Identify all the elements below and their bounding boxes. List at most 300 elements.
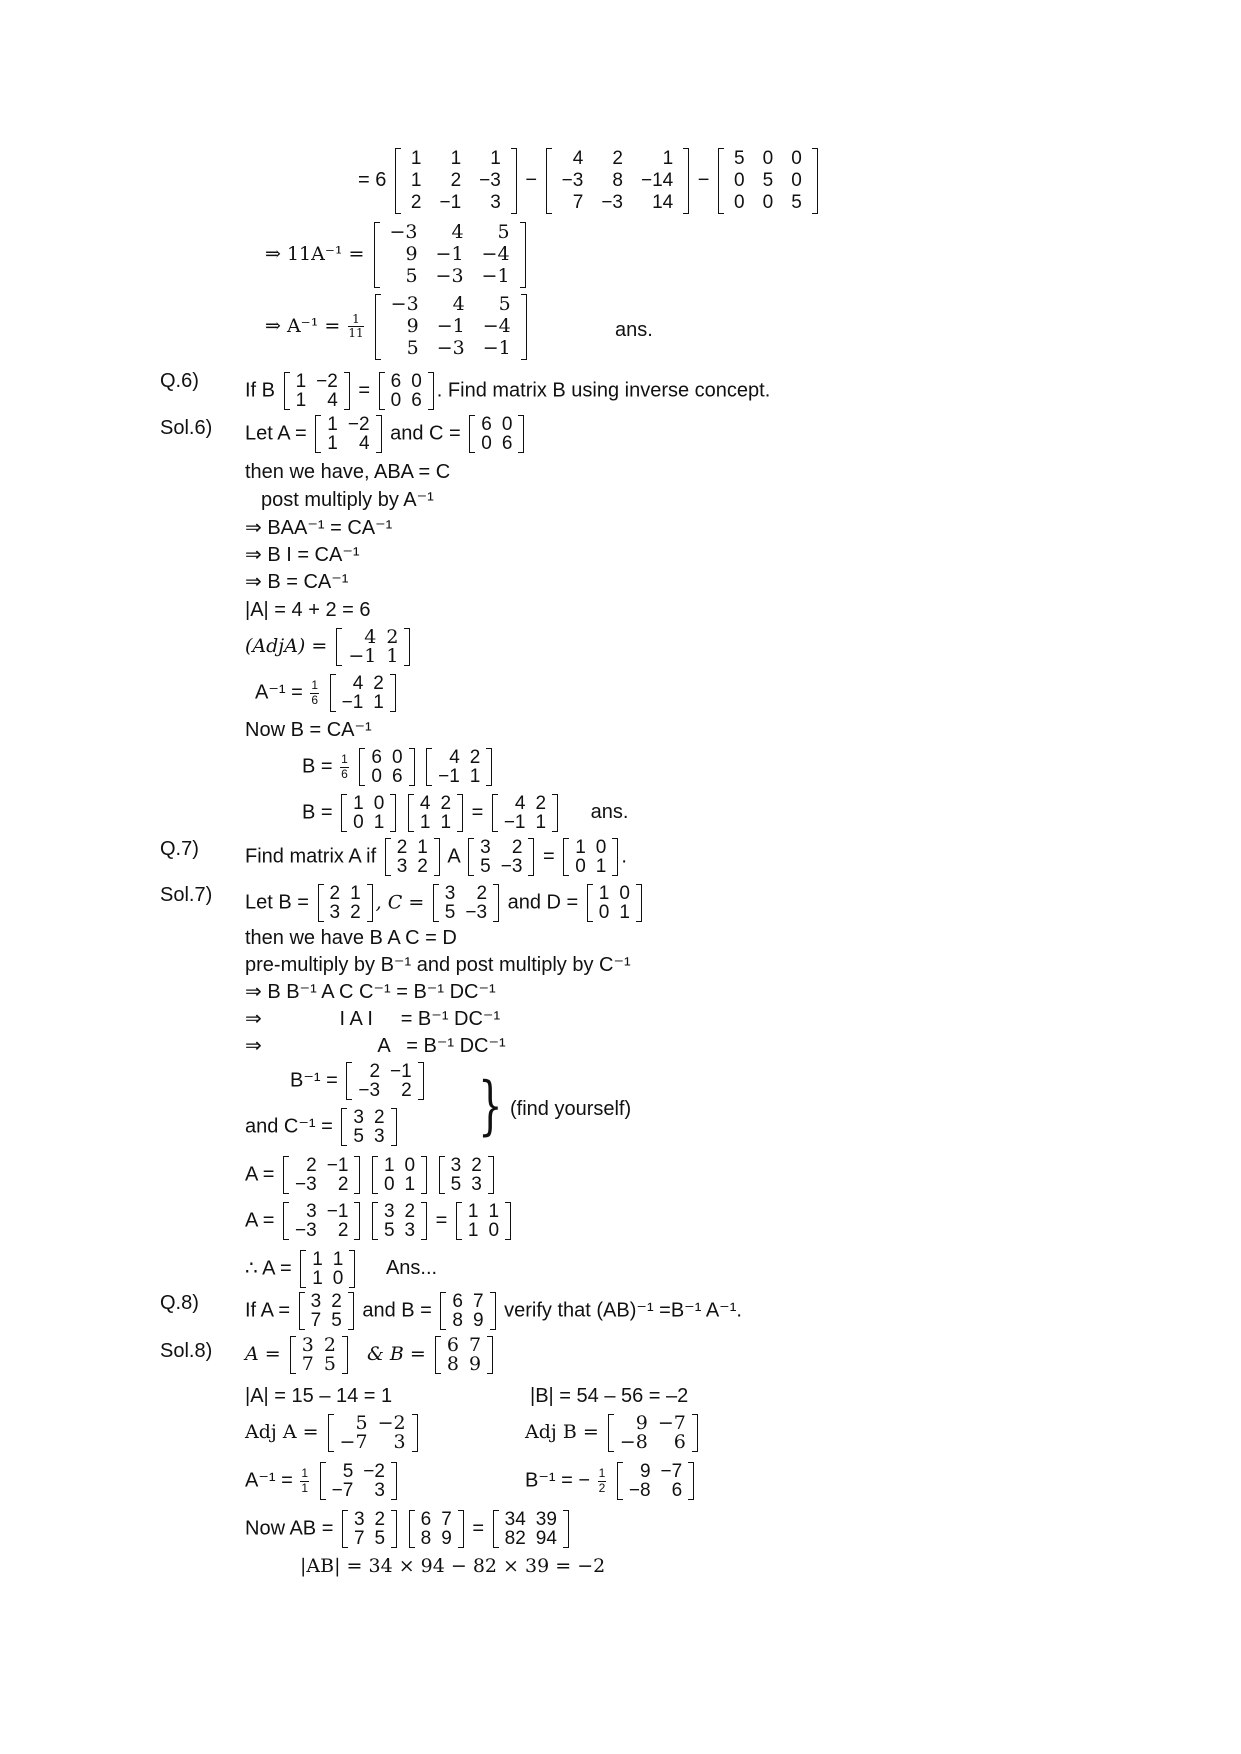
det-ab: |AB| = 34 × 94 − 82 × 39 = −2 bbox=[300, 1555, 606, 1577]
text: A⁻¹ = bbox=[255, 681, 303, 704]
text: and C = bbox=[390, 422, 461, 445]
matrix-cell: −3 bbox=[389, 221, 418, 243]
text: = bbox=[358, 379, 371, 402]
matrix bbox=[608, 1414, 698, 1452]
solution-label: Sol.8) bbox=[160, 1340, 213, 1362]
matrix-cell: 0 bbox=[791, 148, 802, 169]
matrix-cell: 5 bbox=[331, 1310, 342, 1331]
matrix-cell: 6 bbox=[481, 414, 492, 435]
matrix-row bbox=[433, 767, 485, 786]
matrix-cell: 1 bbox=[440, 812, 452, 833]
matrix-cell: 3 bbox=[374, 1480, 385, 1501]
matrix-row bbox=[382, 316, 520, 338]
matrix-body bbox=[415, 794, 456, 832]
b-inverse-line bbox=[525, 1462, 697, 1500]
text: A = bbox=[245, 1209, 275, 1232]
text: A = bbox=[245, 1163, 275, 1186]
matrix-row bbox=[379, 1175, 420, 1194]
matrix-cell: 1 bbox=[353, 793, 364, 814]
matrix-cell: 6 bbox=[671, 1480, 683, 1501]
matrix-body bbox=[615, 1414, 691, 1452]
matrix-row bbox=[476, 434, 517, 453]
matrix-cell: 1 bbox=[295, 371, 307, 392]
matrix-row bbox=[348, 1127, 389, 1146]
matrix bbox=[328, 1414, 418, 1452]
matrix-body bbox=[379, 1202, 420, 1240]
matrix-row bbox=[402, 148, 510, 170]
matrix-body bbox=[499, 794, 551, 832]
matrix-row bbox=[476, 415, 517, 434]
matrix-body bbox=[381, 222, 519, 288]
matrix-cell: 0 bbox=[383, 1174, 395, 1195]
matrix-cell: 4 bbox=[364, 626, 377, 648]
matrix-cell: 2 bbox=[323, 1334, 336, 1356]
matrix-cell: 7 bbox=[572, 191, 584, 213]
eq-line-3 bbox=[265, 294, 530, 360]
text: . Find matrix B using inverse concept. bbox=[436, 379, 771, 402]
text: and C⁻¹ = bbox=[245, 1115, 333, 1138]
matrix-cell: 0 bbox=[391, 747, 403, 768]
matrix-cell: 2 bbox=[471, 1155, 482, 1176]
matrix bbox=[372, 1202, 427, 1240]
matrix-row bbox=[463, 1202, 504, 1221]
matrix-body bbox=[386, 372, 427, 410]
matrix bbox=[283, 1202, 360, 1240]
inverse-line bbox=[255, 674, 399, 712]
matrix bbox=[440, 1292, 495, 1330]
matrix-cell: 0 bbox=[373, 793, 385, 814]
eq-lhs: ⇒ 11A⁻¹ = bbox=[265, 242, 365, 265]
solution-label: Sol.7) bbox=[160, 884, 213, 906]
matrix-row bbox=[570, 838, 611, 857]
matrix-body bbox=[297, 1336, 341, 1374]
matrix-cell: 1 bbox=[595, 856, 607, 877]
text: A = bbox=[245, 1343, 281, 1365]
sol-line: ⇒ A = B⁻¹ DC⁻¹ bbox=[245, 1035, 506, 1057]
matrix-cell: −3 bbox=[561, 169, 584, 191]
matrix-row bbox=[349, 1510, 390, 1529]
matrix-row bbox=[381, 266, 519, 288]
matrix-cell: 5 bbox=[353, 1126, 364, 1147]
matrix-cell: 7 bbox=[468, 1334, 482, 1356]
binv-line bbox=[290, 1062, 427, 1100]
matrix-row bbox=[322, 434, 374, 453]
matrix-row bbox=[475, 838, 527, 857]
matrix-cell: 2 bbox=[450, 169, 462, 191]
matrix-cell: 9 bbox=[405, 242, 418, 265]
matrix-body bbox=[447, 1292, 488, 1330]
curly-brace-icon: } bbox=[478, 1069, 503, 1143]
matrix-cell: 0 bbox=[762, 191, 774, 213]
text: = bbox=[471, 801, 484, 824]
matrix-body bbox=[307, 1250, 348, 1288]
matrix-cell: 8 bbox=[446, 1353, 459, 1375]
matrix-row bbox=[446, 1175, 487, 1194]
matrix-cell: 3 bbox=[404, 1220, 416, 1241]
text: = bbox=[472, 1517, 485, 1540]
eq-lhs: ⇒ A⁻¹ = bbox=[265, 314, 341, 337]
matrix-cell: −3 bbox=[435, 264, 464, 287]
text: & B = bbox=[366, 1343, 426, 1365]
matrix-cell: 5 bbox=[450, 1174, 462, 1195]
matrix-body bbox=[349, 1510, 390, 1548]
matrix-cell: 7 bbox=[301, 1353, 314, 1375]
matrix-row bbox=[366, 767, 407, 786]
ans-text: ans. bbox=[590, 801, 629, 824]
matrix-cell: 2 bbox=[350, 902, 361, 923]
matrix-row bbox=[416, 1510, 457, 1529]
matrix-row bbox=[306, 1292, 347, 1311]
matrix-cell: 1 bbox=[312, 1249, 323, 1270]
matrix-row bbox=[379, 1156, 420, 1175]
matrix-cell: 3 bbox=[383, 1201, 395, 1222]
matrix bbox=[379, 372, 434, 410]
a-line-3 bbox=[245, 1250, 437, 1288]
matrix bbox=[385, 838, 440, 876]
matrix-cell: 4 bbox=[451, 221, 464, 243]
matrix-cell: 34 bbox=[504, 1509, 526, 1530]
matrix-cell: 2 bbox=[373, 673, 384, 694]
matrix-cell: −3 bbox=[601, 191, 623, 213]
matrix-row bbox=[392, 838, 433, 857]
matrix-cell: 7 bbox=[472, 1291, 484, 1312]
matrix bbox=[330, 674, 396, 712]
det-a: |A| = 15 – 14 = 1 bbox=[245, 1385, 393, 1407]
matrix-row bbox=[500, 1510, 562, 1529]
matrix-cell: 1 bbox=[535, 812, 547, 833]
matrix-cell: 0 bbox=[332, 1268, 344, 1289]
matrix-cell: 1 bbox=[417, 837, 428, 858]
matrix-cell: −1 bbox=[326, 1155, 349, 1176]
matrix-cell: 2 bbox=[386, 626, 399, 648]
matrix-cell: 6 bbox=[673, 1431, 686, 1453]
matrix-cell: 1 bbox=[327, 414, 338, 435]
matrix-body bbox=[402, 148, 510, 214]
matrix-cell: 3 bbox=[373, 1126, 385, 1147]
a-line-1 bbox=[245, 1156, 497, 1194]
matrix-row bbox=[415, 794, 456, 813]
matrix-row bbox=[307, 1269, 348, 1288]
matrix bbox=[346, 1062, 423, 1100]
matrix-row bbox=[353, 1062, 416, 1081]
matrix-row bbox=[553, 192, 683, 214]
sol-line: ⇒ BAA⁻¹ = CA⁻¹ bbox=[245, 517, 393, 539]
text: If B bbox=[245, 379, 276, 402]
sol-line: Now B = CA⁻¹ bbox=[245, 719, 372, 741]
text: A⁻¹ = bbox=[245, 1469, 293, 1492]
matrix-body bbox=[325, 884, 366, 922]
a-inverse-line bbox=[245, 1462, 400, 1500]
sol-line: ⇒ I A I = B⁻¹ DC⁻¹ bbox=[245, 1008, 501, 1030]
matrix-row bbox=[325, 903, 366, 922]
matrix-row bbox=[386, 372, 427, 391]
matrix-cell: 5 bbox=[406, 336, 419, 359]
matrix bbox=[439, 1156, 494, 1194]
matrix-row bbox=[440, 884, 492, 903]
matrix-cell: 7 bbox=[353, 1528, 365, 1549]
matrix-cell: 6 bbox=[501, 433, 513, 454]
matrix bbox=[375, 294, 527, 360]
matrix-row bbox=[725, 148, 811, 170]
matrix-body bbox=[290, 1156, 353, 1194]
matrix-cell: 0 bbox=[353, 812, 364, 833]
matrix bbox=[408, 794, 463, 832]
text: Adj A = bbox=[245, 1421, 319, 1443]
matrix-body bbox=[570, 838, 611, 876]
sol-line bbox=[245, 1336, 496, 1374]
matrix bbox=[587, 884, 642, 922]
matrix-cell: 6 bbox=[420, 1509, 432, 1530]
matrix-cell: −2 bbox=[363, 1461, 385, 1482]
matrix-cell: −14 bbox=[641, 169, 674, 191]
matrix bbox=[284, 372, 350, 410]
matrix-cell: 9 bbox=[406, 314, 419, 337]
matrix-cell: 4 bbox=[358, 433, 370, 454]
matrix-row bbox=[379, 1202, 420, 1221]
det-b: |B| = 54 – 56 = –2 bbox=[530, 1385, 689, 1407]
matrix-cell: 1 bbox=[419, 812, 431, 833]
matrix-cell: 2 bbox=[476, 883, 488, 904]
matrix-cell: 0 bbox=[734, 169, 745, 191]
matrix-row bbox=[416, 1529, 457, 1548]
matrix-cell: 3 bbox=[396, 856, 408, 877]
matrix-cell: 1 bbox=[598, 883, 610, 904]
matrix-row bbox=[307, 1250, 348, 1269]
matrix-cell: 2 bbox=[374, 1509, 386, 1530]
matrix-cell: 1 bbox=[469, 766, 481, 787]
matrix-cell: −7 bbox=[331, 1480, 354, 1501]
matrix bbox=[617, 1462, 694, 1500]
matrix bbox=[492, 794, 558, 832]
matrix-cell: 6 bbox=[391, 766, 403, 787]
matrix-cell: −7 bbox=[657, 1412, 686, 1434]
matrix-cell: 1 bbox=[490, 148, 501, 169]
adj-line bbox=[245, 628, 413, 666]
matrix-row bbox=[415, 813, 456, 832]
matrix-cell: 1 bbox=[312, 1268, 323, 1289]
matrix-cell: 1 bbox=[373, 692, 384, 713]
matrix-cell: 2 bbox=[469, 747, 481, 768]
matrix-cell: 6 bbox=[411, 390, 422, 411]
matrix-cell: 0 bbox=[575, 856, 586, 877]
matrix-row bbox=[594, 903, 635, 922]
matrix-cell: 0 bbox=[481, 433, 492, 454]
text: Let A = bbox=[245, 422, 307, 445]
matrix-body bbox=[440, 884, 492, 922]
matrix-cell: 1 bbox=[467, 1201, 479, 1222]
matrix-row bbox=[382, 338, 520, 360]
matrix-cell: 6 bbox=[371, 747, 382, 768]
matrix-cell: −2 bbox=[347, 414, 370, 435]
matrix-row bbox=[290, 1221, 353, 1240]
sol-line: pre-multiply by B⁻¹ and post multiply by C⁻¹ bbox=[245, 954, 631, 976]
matrix-row bbox=[402, 192, 510, 214]
matrix-body bbox=[366, 748, 407, 786]
matrix-cell: 0 bbox=[619, 883, 630, 904]
matrix bbox=[546, 148, 690, 214]
matrix-row bbox=[348, 1108, 389, 1127]
text: = bbox=[435, 1209, 448, 1232]
sol-line: ⇒ B B⁻¹ A C C⁻¹ = B⁻¹ DC⁻¹ bbox=[245, 981, 496, 1003]
matrix-cell: 5 bbox=[497, 221, 510, 243]
matrix-body bbox=[624, 1462, 687, 1500]
text: A bbox=[447, 845, 460, 868]
matrix-cell: 5 bbox=[355, 1412, 368, 1434]
adj-b-line bbox=[525, 1414, 701, 1452]
matrix-cell: −1 bbox=[438, 766, 460, 787]
matrix bbox=[456, 1202, 511, 1240]
matrix-cell: 0 bbox=[595, 837, 607, 858]
minus-sign: − bbox=[525, 169, 538, 192]
sol-line: |A| = 4 + 2 = 6 bbox=[245, 599, 371, 621]
matrix-row bbox=[553, 148, 683, 170]
fraction: $\frac{1}{6}$ bbox=[341, 752, 348, 781]
matrix-cell: −3 bbox=[465, 902, 488, 923]
fraction: $\frac{1}{2}$ bbox=[598, 1466, 606, 1495]
matrix-cell: 0 bbox=[734, 191, 745, 213]
matrix-cell: 3 bbox=[329, 902, 341, 923]
matrix-body bbox=[446, 1156, 487, 1194]
matrix-cell: 4 bbox=[514, 793, 526, 814]
matrix-cell: 7 bbox=[310, 1310, 322, 1331]
matrix-row bbox=[353, 1081, 416, 1100]
matrix-body bbox=[476, 415, 517, 453]
matrix-cell: −3 bbox=[436, 336, 465, 359]
matrix-row bbox=[386, 391, 427, 410]
matrix-cell: 14 bbox=[652, 191, 674, 213]
matrix-row bbox=[337, 674, 389, 693]
matrix bbox=[468, 838, 534, 876]
matrix-cell: 5 bbox=[444, 902, 456, 923]
matrix-cell: 1 bbox=[450, 148, 462, 169]
text: verify that (AB)⁻¹ =B⁻¹ A⁻¹. bbox=[504, 1299, 742, 1322]
matrix bbox=[300, 1250, 355, 1288]
sol-line bbox=[245, 415, 527, 453]
matrix-cell: 0 bbox=[371, 766, 382, 787]
matrix-cell: 2 bbox=[369, 1061, 381, 1082]
question-label: Q.7) bbox=[160, 838, 199, 860]
matrix-cell: 2 bbox=[440, 793, 452, 814]
matrix bbox=[342, 1510, 397, 1548]
matrix-row bbox=[379, 1221, 420, 1240]
matrix bbox=[435, 1336, 493, 1374]
matrix-cell: 0 bbox=[791, 169, 802, 191]
matrix-body bbox=[291, 372, 343, 410]
matrix-row bbox=[322, 415, 374, 434]
note-text: (find yourself) bbox=[510, 1098, 632, 1120]
matrix-cell: 9 bbox=[441, 1528, 452, 1549]
matrix-cell: 2 bbox=[396, 837, 408, 858]
matrix-cell: 3 bbox=[480, 837, 491, 858]
matrix-row bbox=[433, 748, 485, 767]
matrix-row bbox=[291, 372, 343, 391]
matrix-row bbox=[440, 903, 492, 922]
matrix-cell: 1 bbox=[467, 1220, 479, 1241]
text: B = bbox=[302, 801, 333, 824]
matrix-cell: 6 bbox=[390, 371, 402, 392]
matrix-row bbox=[725, 170, 811, 192]
matrix-body bbox=[392, 838, 433, 876]
matrix-row bbox=[290, 1202, 353, 1221]
matrix-row bbox=[335, 1433, 411, 1452]
matrix bbox=[290, 1336, 348, 1374]
matrix-body bbox=[594, 884, 635, 922]
matrix-cell: 1 bbox=[410, 169, 422, 191]
matrix-cell: 4 bbox=[449, 747, 460, 768]
matrix-cell: 5 bbox=[762, 169, 774, 191]
matrix-row bbox=[381, 244, 519, 266]
matrix bbox=[359, 748, 414, 786]
question-text bbox=[245, 838, 627, 876]
matrix-row bbox=[327, 1481, 390, 1500]
matrix-cell: −7 bbox=[660, 1461, 683, 1482]
matrix-body bbox=[553, 148, 683, 214]
matrix-cell: −4 bbox=[482, 314, 511, 337]
matrix bbox=[433, 884, 499, 922]
matrix-cell: 3 bbox=[301, 1334, 314, 1356]
matrix-row bbox=[442, 1355, 486, 1374]
matrix-cell: 3 bbox=[490, 191, 501, 213]
text: If A = bbox=[245, 1299, 291, 1322]
matrix-cell: 8 bbox=[612, 169, 623, 191]
matrix-body bbox=[337, 674, 389, 712]
matrix-cell: 4 bbox=[452, 293, 465, 315]
matrix-body bbox=[306, 1292, 347, 1330]
fraction: $\frac{1}{1}$ bbox=[301, 1466, 309, 1495]
matrix-cell: −7 bbox=[339, 1431, 368, 1453]
matrix-cell: 3 bbox=[306, 1201, 317, 1222]
matrix-cell: 0 bbox=[501, 414, 513, 435]
minus-sign: − bbox=[697, 169, 710, 192]
matrix-cell: −2 bbox=[316, 371, 338, 392]
matrix bbox=[718, 148, 818, 214]
matrix-cell: 6 bbox=[446, 1334, 459, 1356]
matrix-cell: 94 bbox=[535, 1528, 557, 1549]
matrix-row bbox=[463, 1221, 504, 1240]
matrix-cell: 1 bbox=[488, 1201, 500, 1222]
matrix bbox=[409, 1510, 464, 1548]
sol-line: then we have, ABA = C bbox=[245, 461, 451, 483]
matrix-cell: −1 bbox=[482, 336, 511, 359]
matrix-cell: 1 bbox=[350, 883, 361, 904]
matrix bbox=[318, 884, 373, 922]
matrix-row bbox=[624, 1462, 687, 1481]
matrix-row bbox=[382, 294, 520, 316]
ans-text: Ans... bbox=[385, 1257, 438, 1280]
matrix-body bbox=[463, 1202, 504, 1240]
adj-a-line bbox=[245, 1414, 421, 1452]
matrix-row bbox=[500, 1529, 562, 1548]
text: . bbox=[621, 845, 627, 868]
a-line-2 bbox=[245, 1202, 514, 1240]
text: ∴ A = bbox=[245, 1257, 292, 1280]
matrix-cell: −1 bbox=[503, 812, 526, 833]
fraction: $\frac{1}{11}$ bbox=[348, 312, 364, 341]
matrix-cell: −3 bbox=[390, 293, 419, 315]
text: (AdjA) = bbox=[245, 635, 328, 657]
matrix-cell: 2 bbox=[511, 837, 523, 858]
matrix bbox=[320, 1462, 397, 1500]
matrix-cell: −8 bbox=[619, 1431, 648, 1453]
matrix-cell: 9 bbox=[468, 1353, 482, 1375]
matrix-cell: 9 bbox=[639, 1461, 651, 1482]
matrix-row bbox=[594, 884, 635, 903]
matrix-row bbox=[349, 1529, 390, 1548]
matrix-cell: 2 bbox=[410, 191, 422, 213]
matrix-cell: 0 bbox=[411, 371, 422, 392]
matrix-row bbox=[553, 170, 683, 192]
matrix-cell: −3 bbox=[479, 169, 501, 191]
